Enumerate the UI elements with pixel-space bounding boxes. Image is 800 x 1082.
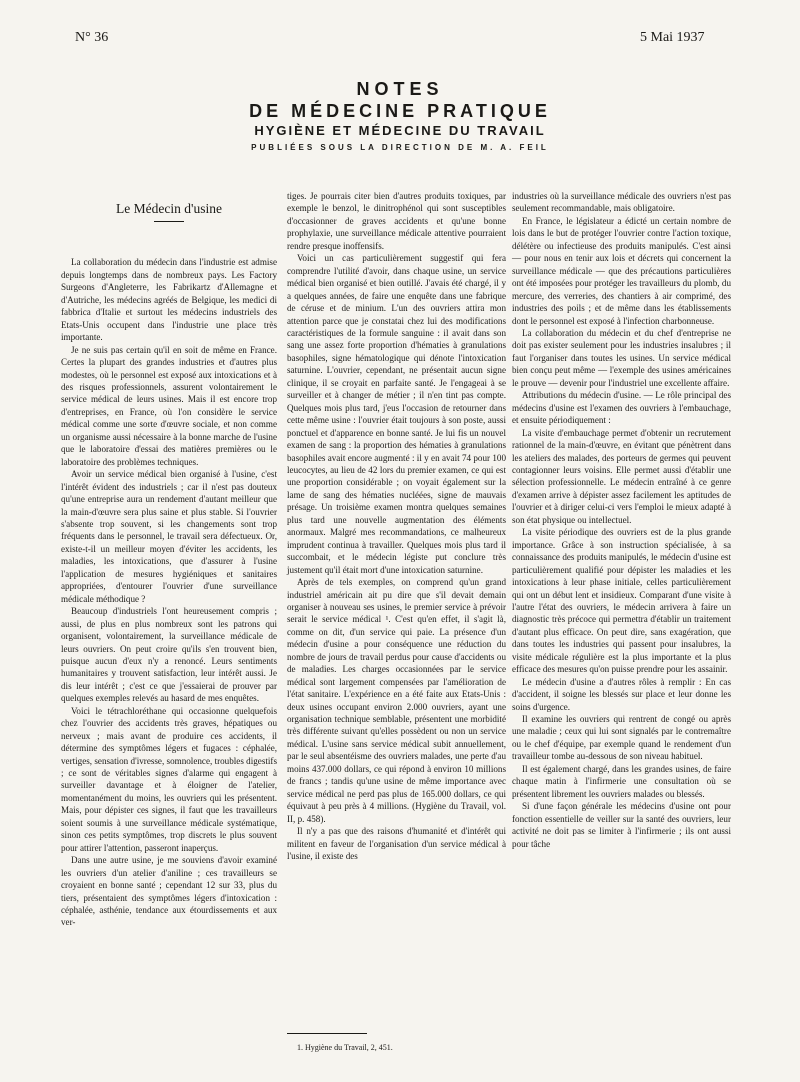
paragraph: En France, le législateur a édicté un certain nombre de lois dans le but de protéger l'ouvrier contre l'action toxique, délétère ou infectieuse des produits manipulés. C'est ainsi — pour nous en tenir aux lois et décrets qui concernent la surveillance médicale — que des précautions particulières ont été imposées pour protéger les travailleurs du plomb, du mercure, des verreries, des chantiers à air comprimé, des industries des poils ; et de même dans les établissements dont le personnel est exposé à l'infection charbonneuse. [512,215,731,326]
text-column-1 [61,203,277,929]
paragraph: La collaboration du médecin et du chef d'entreprise ne doit pas exister seulement pour les industries insalubres ; il faut l'organiser dans toutes les usines. Un service médical bien conçu peut même — l'exemple des usines américaines le prouve — devenir pour l'industriel une excellente affaire. [512,327,731,388]
paragraph: Il est également chargé, dans les grandes usines, de faire chaque matin à l'infirmerie une consultation où se présentent librement les ouvriers malades ou blessés. [512,763,731,799]
paragraph: Avoir un service médical bien organisé à l'usine, c'est l'intérêt évident des industriels ; car il n'est pas douteux qu'une entreprise aura un rendement d'autant meilleur que la main-d'œuvre sera plus saine et plus stable. Si l'ouvrier s'absente trop souvent, si les changements sont trop fréquents dans le personnel, le travail sera défectueux. Or, existe-t-il un meilleur moyen d'éviter les accidents, les maladies, les intoxications, que d'assurer à l'usine l'application de mesures hygiéniques et sanitaires appropriées, d'entourer l'ouvrier d'une surveillance médicale méthodique ? [61,469,277,604]
paragraph: Je ne suis pas certain qu'il en soit de même en France. Certes la plupart des grandes industries et d'autres plus modestes, où le personnel est exposé aux intoxications et à des risques professionnels, assurent volontairement le service médical de leurs usines. Mais il est encore trop d'entreprises, en France, où l'on considère le service médical comme une sorte d'œuvre sociale, et non comme un organisme aussi nécessaire à la bonne marche de l'usine que le laboratoire d'essai des matières premières ou le laboratoire des problèmes techniques. [61,344,277,467]
footnote-rule [287,1033,367,1034]
paragraph: Le médecin d'usine a d'autres rôles à remplir : En cas d'accident, il soigne les blessés sur place et leur donne les soins d'urgence. [512,676,731,712]
paragraph: Il n'y a pas que des raisons d'humanité et d'intérêt qui militent en faveur de l'organisation d'un service médical à l'usine, il existe des [287,826,506,862]
article-title: Le Médecin d'usine [116,201,222,216]
paragraph: La visite d'embauchage permet d'obtenir un recrutement rationnel de la main-d'œuvre, en évitant que pénètrent dans les ateliers des malades, des porteurs de germes qui peuvent contagionner leurs voisins. Elle permet aussi d'établir une sélection professionnelle. Le médecin entraîné à ce genre d'examen arrive à dépister assez facilement les aptitudes de l'ouvrier et à diriger celui-ci vers l'emploi le mieux adapté à son état physique ou intellectuel. [512,427,731,525]
text-column-3 [512,190,731,850]
paragraph: La visite périodique des ouvriers est de la plus grande importance. Grâce à son instruction spécialisée, à sa connaissance des produits manipulés, le médecin d'usine est particulièrement qualifié pour dépister les maladies et les intoxications à leur phase initiale, celles particulièrement qui ont un début lent et insidieux. Comparant d'une visite à l'autre l'état des ouvriers, le médecin arrivera à faire un diagnostic très précoce qui permettra d'établir un traitement d'autant plus efficace. On peut dire, sans exagération, que dans toutes les industries qui passent pour insalubres, la visite médicale régulière est la plus importante et la plus efficace des mesures qu'on puisse prendre pour les assainir. [512,527,731,675]
text-column-2 [287,190,506,862]
issue-date: 5 Mai 1937 [640,30,705,45]
paragraph: Il examine les ouvriers qui rentrent de congé ou après une maladie ; ceux qui lui sont signalés par le contremaître ou le chef d'équipe, par exemple quand le rendement d'un travailleur tombe au-dessous de son niveau habituel. [512,714,731,762]
paragraph: Après de tels exemples, on comprend qu'un grand industriel américain ait pu dire que s'il devait demain organiser à nouveau ses usines, le premier service à prévoir serait le service médical ¹. C'est qu'en effet, il s'agit là, comme on dit, d'un service qui paie. La présence d'un médecin d'usine a pour conséquence une réduction du nombre de jours de travail perdus pour cause d'accidents ou de maladies. Les charges occasionnées par le service médical sont largement compensées par l'amélioration de l'état sanitaire. L'expérience en a été faite aux Etats-Unis : deux usines occupant environ 2.000 ouvriers, ayant une organisation technique semblable, présentent une morbidité très différente suivant qu'elles possèdent ou non un service médical. L'usine sans service médical subit annuellement, par le seul absentéisme des ouvriers malades, une perte d'au moins 437.000 dollars, ce qui répond à environ 10 millions de francs ; tandis qu'une usine de même importance avec service médical ne perd pas plus de 165.000 dollars, ce qui équivaut à peu près à 4 millions. (Hygiène du Travail, vol. II, p. 458). [287,577,506,824]
footnote: 1. Hygiène du Travail, 2, 451. [297,1043,393,1052]
paragraph: Si d'une façon générale les médecins d'usine ont pour fonction essentielle de veiller sur la santé des ouvriers, leur activité ne doit pas se limiter à l'infirmerie ; ils ont aussi pour tâche [512,801,731,849]
paragraph: Voici le tétrachloréthane qui occasionne quelquefois chez l'ouvrier des accidents très graves, hépatiques ou nerveux ; mais avant de produire ces accidents, il détermine des symptômes légers et fugaces : céphalée, vertiges, sensation d'ivresse, somnolence, troubles digestifs ; ce sont de véritables signes d'alarme qui engagent à surveiller davantage et à éloigner de l'atelier, momentanément du moins, les ouvriers qui les présentent. Mais, pour dépister ces signes, il faut que les travailleurs soient soumis à une surveillance médicale systématique, sinon ces petits symptômes, trop discrets le plus souvent pour attirer l'attention, passeront inaperçus. [61,705,277,853]
issue-number: N° 36 [75,30,109,45]
paragraph: industries où la surveillance médicale des ouvriers n'est pas seulement recommandable, mais obligatoire. [512,191,731,214]
paragraph: Beaucoup d'industriels l'ont heureusement compris ; aussi, de plus en plus nombreux sont les patrons qui organisent, volontairement, la surveillance médicale de leurs ouvriers. On peut croire qu'ils s'en trouvent bien, puisque aucun d'eux n'y a renoncé. Leurs sentiments humanitaires y trouvent satisfaction, leur intérêt aussi. Je dis leur intérêt ; c'est ce que j'essaierai de prouver par quelques exemples relevés au hasard de mes enquêtes. [61,606,277,704]
masthead-line-3: HYGIÈNE ET MÉDECINE DU TRAVAIL [254,123,546,138]
paragraph: Voici un cas particulièrement suggestif qui fera comprendre l'utilité d'avoir, dans chaque usine, un service médical bien organisé et bien outillé. J'avais été chargé, il y a quelques années, de faire une enquête dans une fabrique de céruse et de minium. L'un des ouvriers attira mon attention parce que je constatai chez lui des modifications caractéristiques de la formule sanguine : il avait dans son sang une assez forte proportion d'hématies à granulations basophiles, signe hématologique qui dénote l'intoxication saturnine. L'ouvrier, cependant, ne présentait aucun signe clinique, il se croyait en parfaite santé. Je l'engageai à se surveiller et à changer de métier ; il n'en tint pas compte. Quelques mois plus tard, j'eus l'occasion de retourner dans cette même usine : l'ouvrier était toujours à son poste, aussi ponctuel et d'apparence en bonne santé. Je lui fis un nouvel examen de sang : la proportion des hématies à granulations basophiles avait encore augmenté : il y en avait 74 pour 100 leucocytes, au lieu de 42 lors du premier examen, ce qui est une proportion considérable ; on voyait également sur la lame de sang des hématies nucléées, signe de mauvais présage. Un troisième examen montra quelques semaines plus tard une nouvelle augmentation des éléments anormaux. Malgré mes recommandations, ce malheureux imprudent continua à travailler. Quelques mois plus tard il succombait, et le médecin légiste put conclure très justement qu'il était mort d'une intoxication saturnine. [287,253,506,575]
section-heading-paragraph: Attributions du médecin d'usine. — Le rôle principal des médecins d'usine est l'examen des ouvriers à l'embauchage, et ensuite périodiquement : [512,390,731,426]
masthead-line-4: PUBLIÉES SOUS LA DIRECTION DE M. A. FEIL [251,143,549,152]
masthead-line-1: NOTES [356,79,444,99]
paragraph: tiges. Je pourrais citer bien d'autres produits toxiques, par exemple le benzol, le dinitrophénol qui sont susceptibles d'occasionner de graves accidents et qu'une bonne prophylaxie, une surveillance médicale attentive pourraient rendre presque inoffensifs. [287,191,506,251]
paragraph: La collaboration du médecin dans l'industrie est admise depuis longtemps dans de nombreux pays. Les Factory Surgeons d'Angleterre, les Fabrikartz d'Allemagne et d'Autriche, les médecins agréés de Belgique, les medici di fabbrica d'Italie et surtout les médecins industriels des Etats-Unis occupent dans l'industrie une place très importante. [61,257,277,343]
masthead-line-2: DE MÉDECINE PRATIQUE [249,101,551,121]
title-rule [154,221,184,222]
paragraph: Dans une autre usine, je me souviens d'avoir examiné les ouvriers d'un atelier d'aniline ; ces travailleurs se croyaient en bonne santé ; cependant 12 sur 33, plus du tiers, présentaient des symptômes légers d'intoxication : céphalée, asthénie, tendance aux étourdissements et aux ver- [61,855,277,928]
masthead [0,78,800,155]
